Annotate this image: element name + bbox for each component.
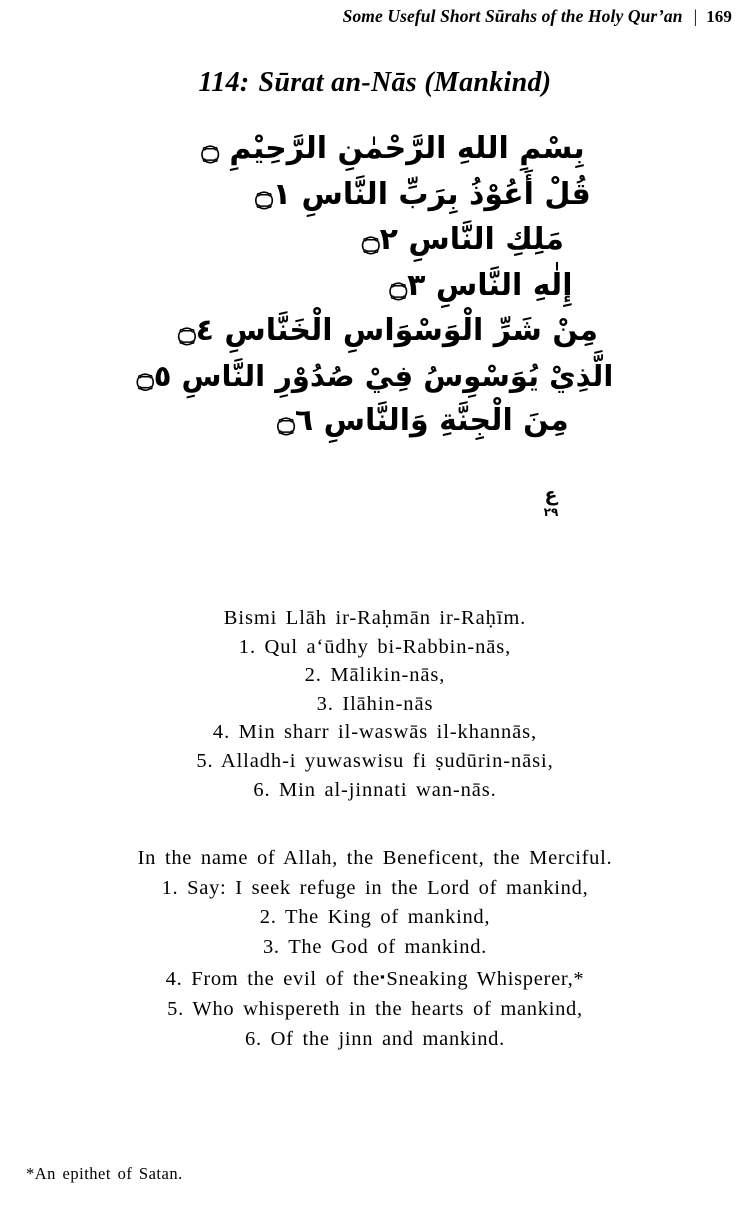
arabic-line-verse-5: الَّذِيْ يُوَسْوِسُ فِيْ صُدُوْرِ النَّاسِ ۝٥: [136, 358, 614, 393]
translation-line-2: 2. The King of mankind,: [259, 906, 491, 929]
running-header: [343, 6, 732, 27]
transliteration-line-3: 3. Ilāhin-nās: [316, 692, 434, 715]
transliteration-line-5: 5. Alladh-i yuwaswisu fi ṣudūrin-nāsi,: [196, 749, 554, 772]
running-header-separator: |: [693, 6, 698, 26]
surah-name: Sūrat an-Nās (Mankind): [258, 66, 552, 98]
ain-ruku-icon: ع: [544, 484, 558, 506]
translation-line-3: 3. The God of mankind.: [262, 935, 488, 958]
surah-number: 114:: [198, 66, 250, 98]
transliteration-line-1: 1. Qul a‘ūdhy bi-Rabbin-nās,: [238, 635, 512, 658]
translation-line-5: 5. Who whispereth in the hearts of mankind,: [167, 997, 583, 1020]
transliteration-block: [0, 604, 750, 804]
footnote: *An epithet of Satan.: [26, 1164, 183, 1183]
arabic-line-verse-2: مَلِكِ النَّاسِ ۝٢: [362, 222, 564, 258]
arabic-line-bismillah: بِسْمِ اللهِ الرَّحْمٰنِ الرَّحِيْمِ ۝: [201, 131, 585, 166]
arabic-line-verse-1: قُلْ أَعُوْذُ بِرَبِّ النَّاسِ ۝١: [255, 176, 591, 212]
arabic-line-verse-4: مِنْ شَرِّ الْوَسْوَاسِ الْخَنَّاسِ ۝٤: [178, 313, 598, 349]
translation-line-bismillah: In the name of Allah, the Beneficent, the Merciful.: [137, 847, 613, 869]
page-title: [0, 67, 750, 99]
translation-line-1: 1. Say: I seek refuge in the Lord of mankind,: [161, 876, 589, 899]
page-number: 169: [706, 7, 732, 26]
translation-line-4-after: Sneaking Whisperer,*: [386, 968, 585, 991]
running-header-title: Some Useful Short Sūrahs of the Holy Qur’an: [342, 6, 683, 26]
arabic-line-verse-6: مِنَ الْجِنَّةِ وَالنَّاسِ ۝٦: [277, 403, 569, 439]
juz-section-marker: [536, 486, 566, 519]
translation-line-6: 6. Of the jinn and mankind.: [245, 1027, 505, 1050]
transliteration-line-bismillah: Bismi Llāh ir-Raḥmān ir-Raḥīm.: [223, 607, 527, 629]
transliteration-line-4: 4. Min sharr il-waswās il-khannās,: [212, 721, 538, 744]
juz-number: ٢٩: [543, 504, 559, 519]
footnote-mark-icon: ▪: [380, 969, 386, 985]
arabic-line-verse-3: إِلٰهِ النَّاسِ ۝٣: [389, 267, 573, 303]
translation-line-4-before: 4. From the evil of the: [165, 968, 381, 991]
arabic-scripture-block: [0, 126, 750, 444]
transliteration-line-2: 2. Mālikin-nās,: [304, 664, 446, 687]
transliteration-line-6: 6. Min al-jinnati wan-nās.: [253, 778, 497, 801]
translation-line-4: [0, 962, 750, 995]
translation-block: [0, 844, 750, 1054]
